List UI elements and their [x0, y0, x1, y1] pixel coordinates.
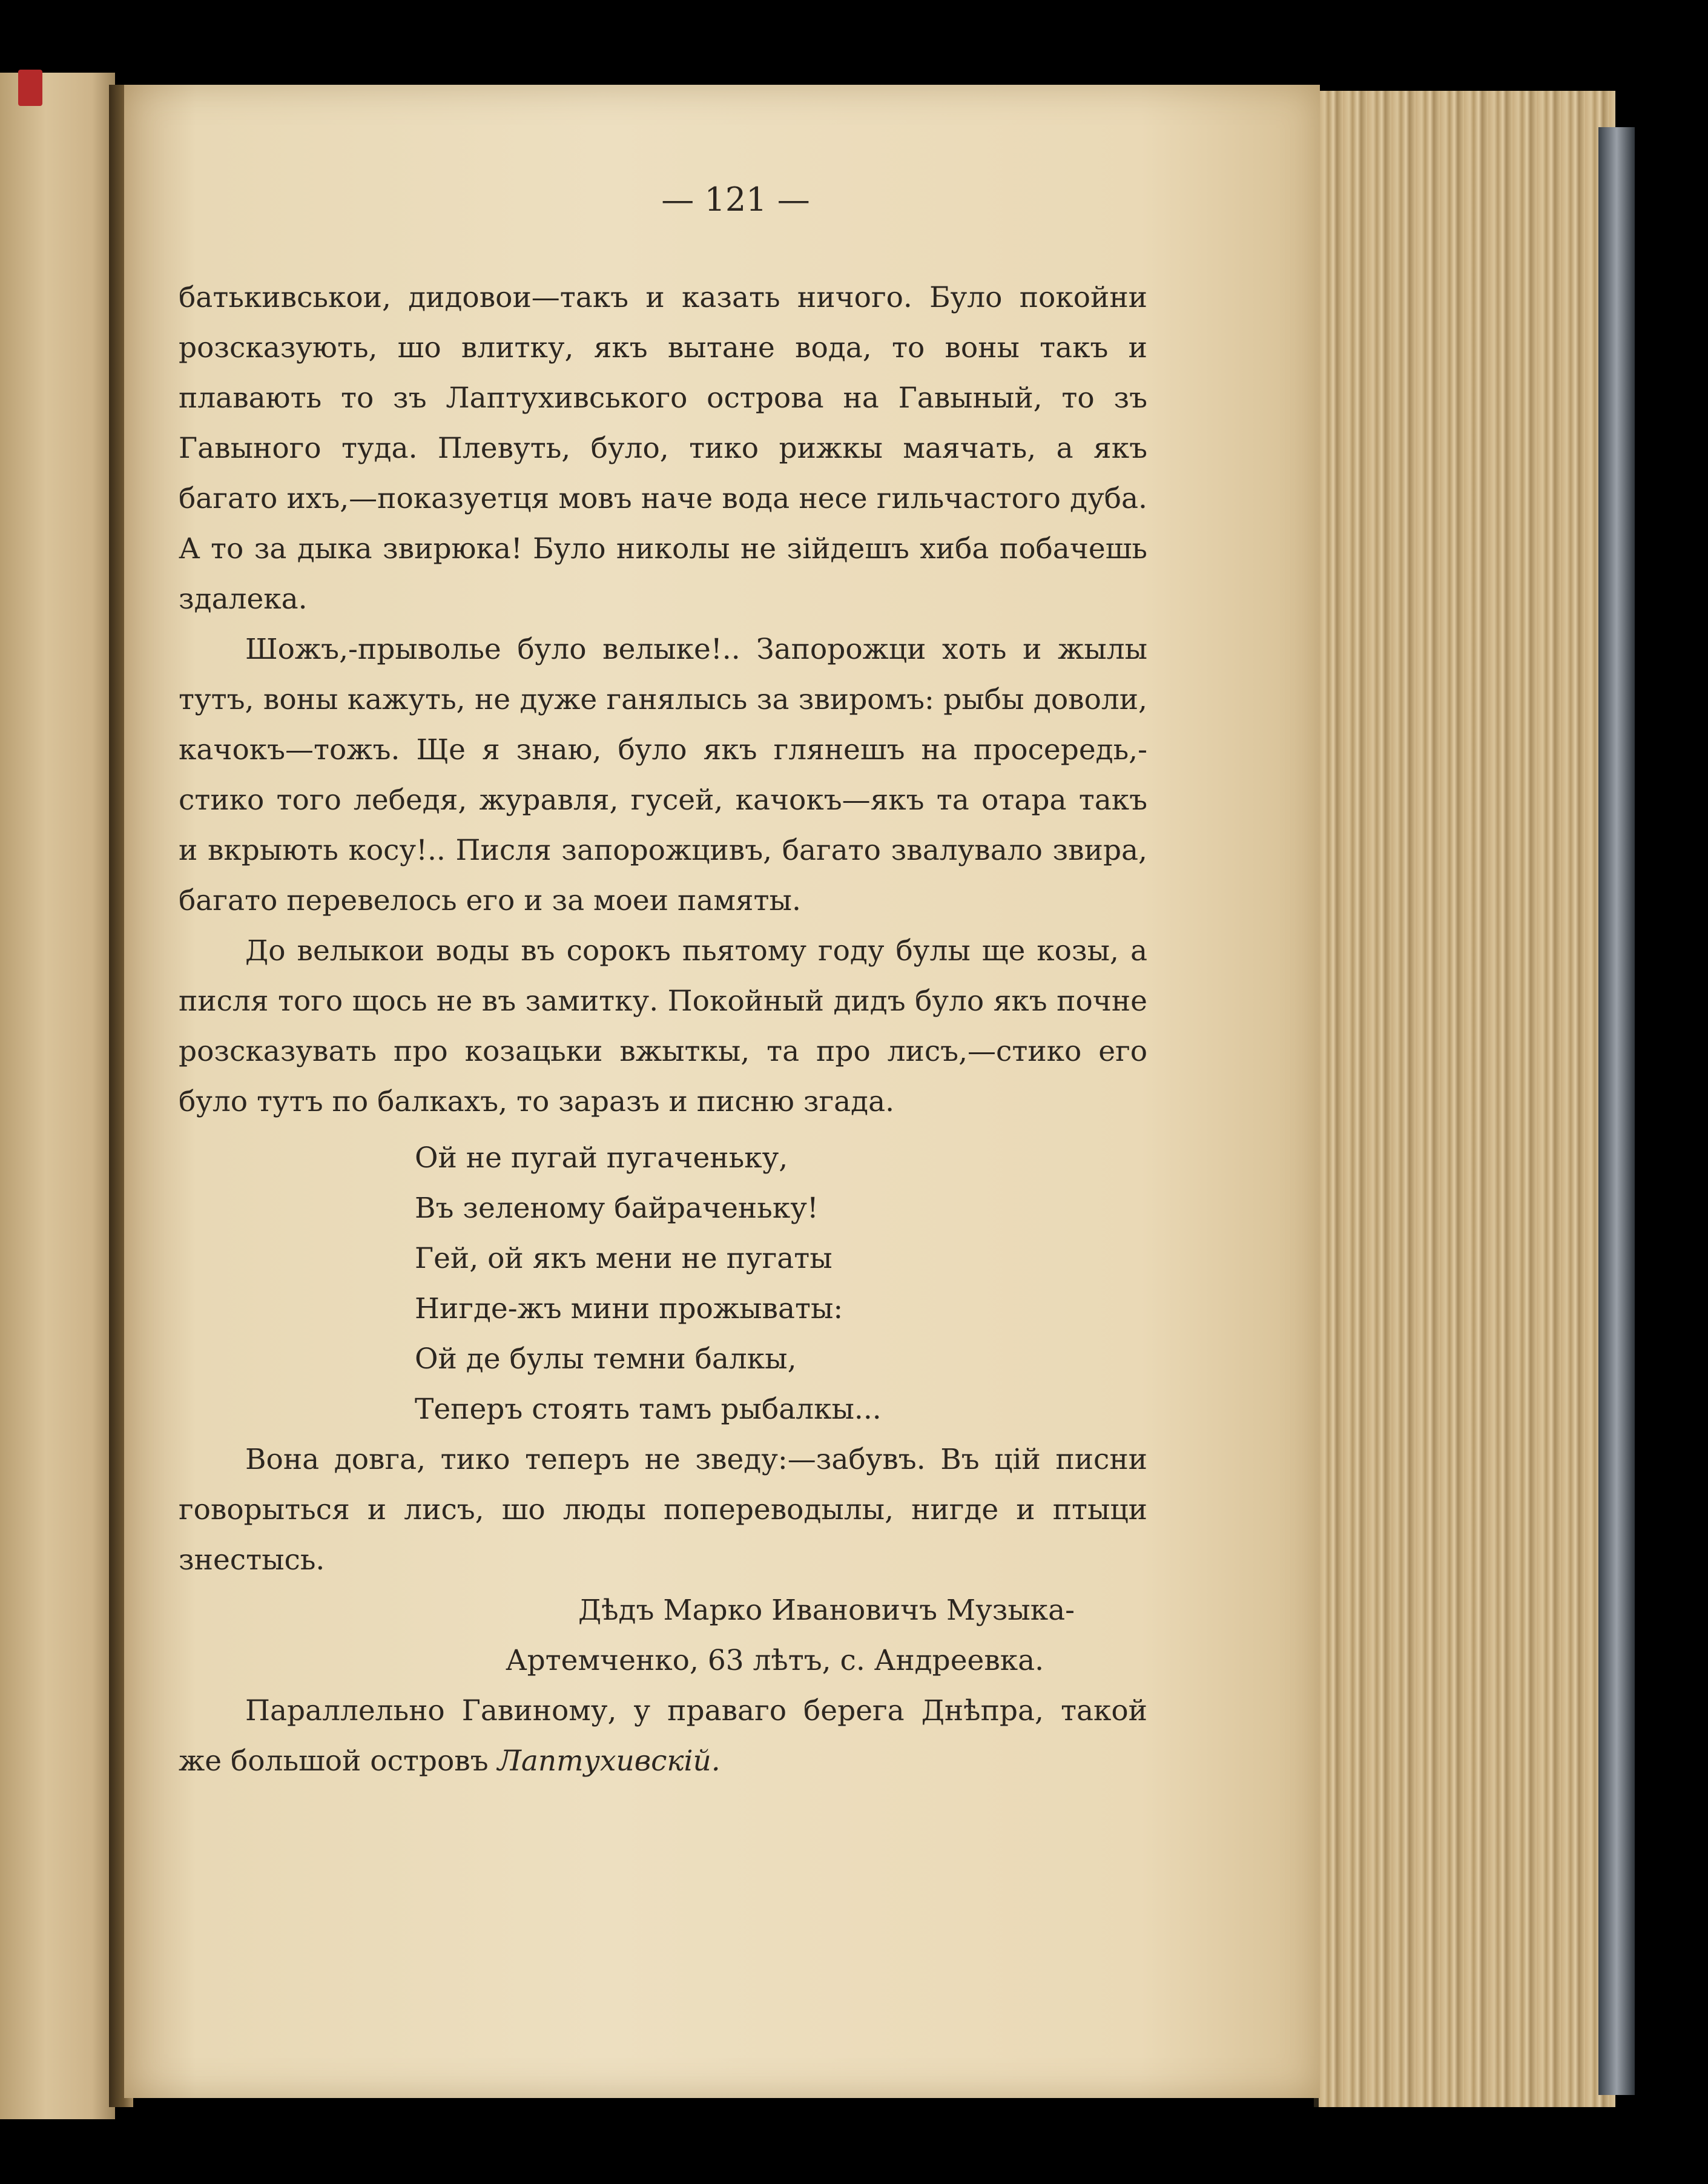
- paragraph-after-poem: Вона довга, тико теперъ не зведу:—забувъ. Въ цій писни говорыться и лисъ, шо люды попереводылы, нигде и птыци знестысь.: [179, 1443, 1147, 1577]
- paragraph-1: батькивськои, дидовои—такъ и казать ничого. Було покойни розсказують, шо влитку, якъ вытане вода, то воны такъ и плавають то зъ Лаптухивського острова на Гавыный, то зъ Гавыного туда. Плевуть, було, тико рижкы маячать, а якъ багато ихъ,—показуетця мовъ наче вода несе гильчастого дуба. А то за дыка звирюка! Було николы не зійдешъ хиба побачешь здалека.: [179, 281, 1147, 616]
- signature-line-1: Дѣдъ Марко Ивановичъ Музыка-: [578, 1594, 1075, 1627]
- signature-line-2: Артемченко, 63 лѣтъ, с. Андреевка.: [506, 1644, 1044, 1677]
- page-edges: [1314, 91, 1615, 2107]
- paragraph-3: До велыкои воды въ сорокъ пьятому году булы ще козы, а писля того щось не въ замитку. Покойный дидъ було якъ почне розсказувать про козацьки вжыткы, та про лисъ,—стико его було тутъ по балкахъ, то заразъ и писню згада.: [179, 934, 1147, 1118]
- paragraph-2: Шожъ,-прыволье було велыке!.. Запорожци хоть и жылы тутъ, воны кажуть, не дуже ганялысь за звиромъ: рыбы доволи, качокъ—тожъ. Ще я знаю, було якъ глянешъ на просередь,- стико того лебедя, журавля, гусей, качокъ—якъ та отара такъ и вкрыють косу!.. Писля запорожцивъ, багато звалувало звира, багато перевелось его и за моеи памяты.: [179, 633, 1147, 917]
- poem: [415, 1133, 1147, 1434]
- poem-line: Теперъ стоять тамъ рыбалкы...: [415, 1393, 882, 1426]
- poem-line: Въ зеленому байраченьку!: [415, 1192, 819, 1225]
- final-paragraph-italic: Лаптухивскій.: [497, 1744, 720, 1778]
- final-paragraph: [179, 1686, 1147, 1786]
- red-bookmark-tab: [18, 70, 42, 106]
- poem-line: Нигде-жъ мини прожываты:: [415, 1292, 843, 1325]
- poem-line: Гей, ой якъ мени не пугаты: [415, 1242, 833, 1275]
- page-number: — 121 —: [661, 180, 810, 219]
- previous-page-edge: [0, 73, 115, 2119]
- poem-line: Ой не пугай пугаченьку,: [415, 1141, 788, 1175]
- final-paragraph-text: Параллельно Гавиному, у праваго берега Днѣпра, такой же большой островъ: [179, 1694, 1147, 1778]
- book-cover-edge: [1598, 127, 1635, 2095]
- poem-line: Ой де булы темни балкы,: [415, 1342, 797, 1376]
- page-content: [179, 176, 1147, 1786]
